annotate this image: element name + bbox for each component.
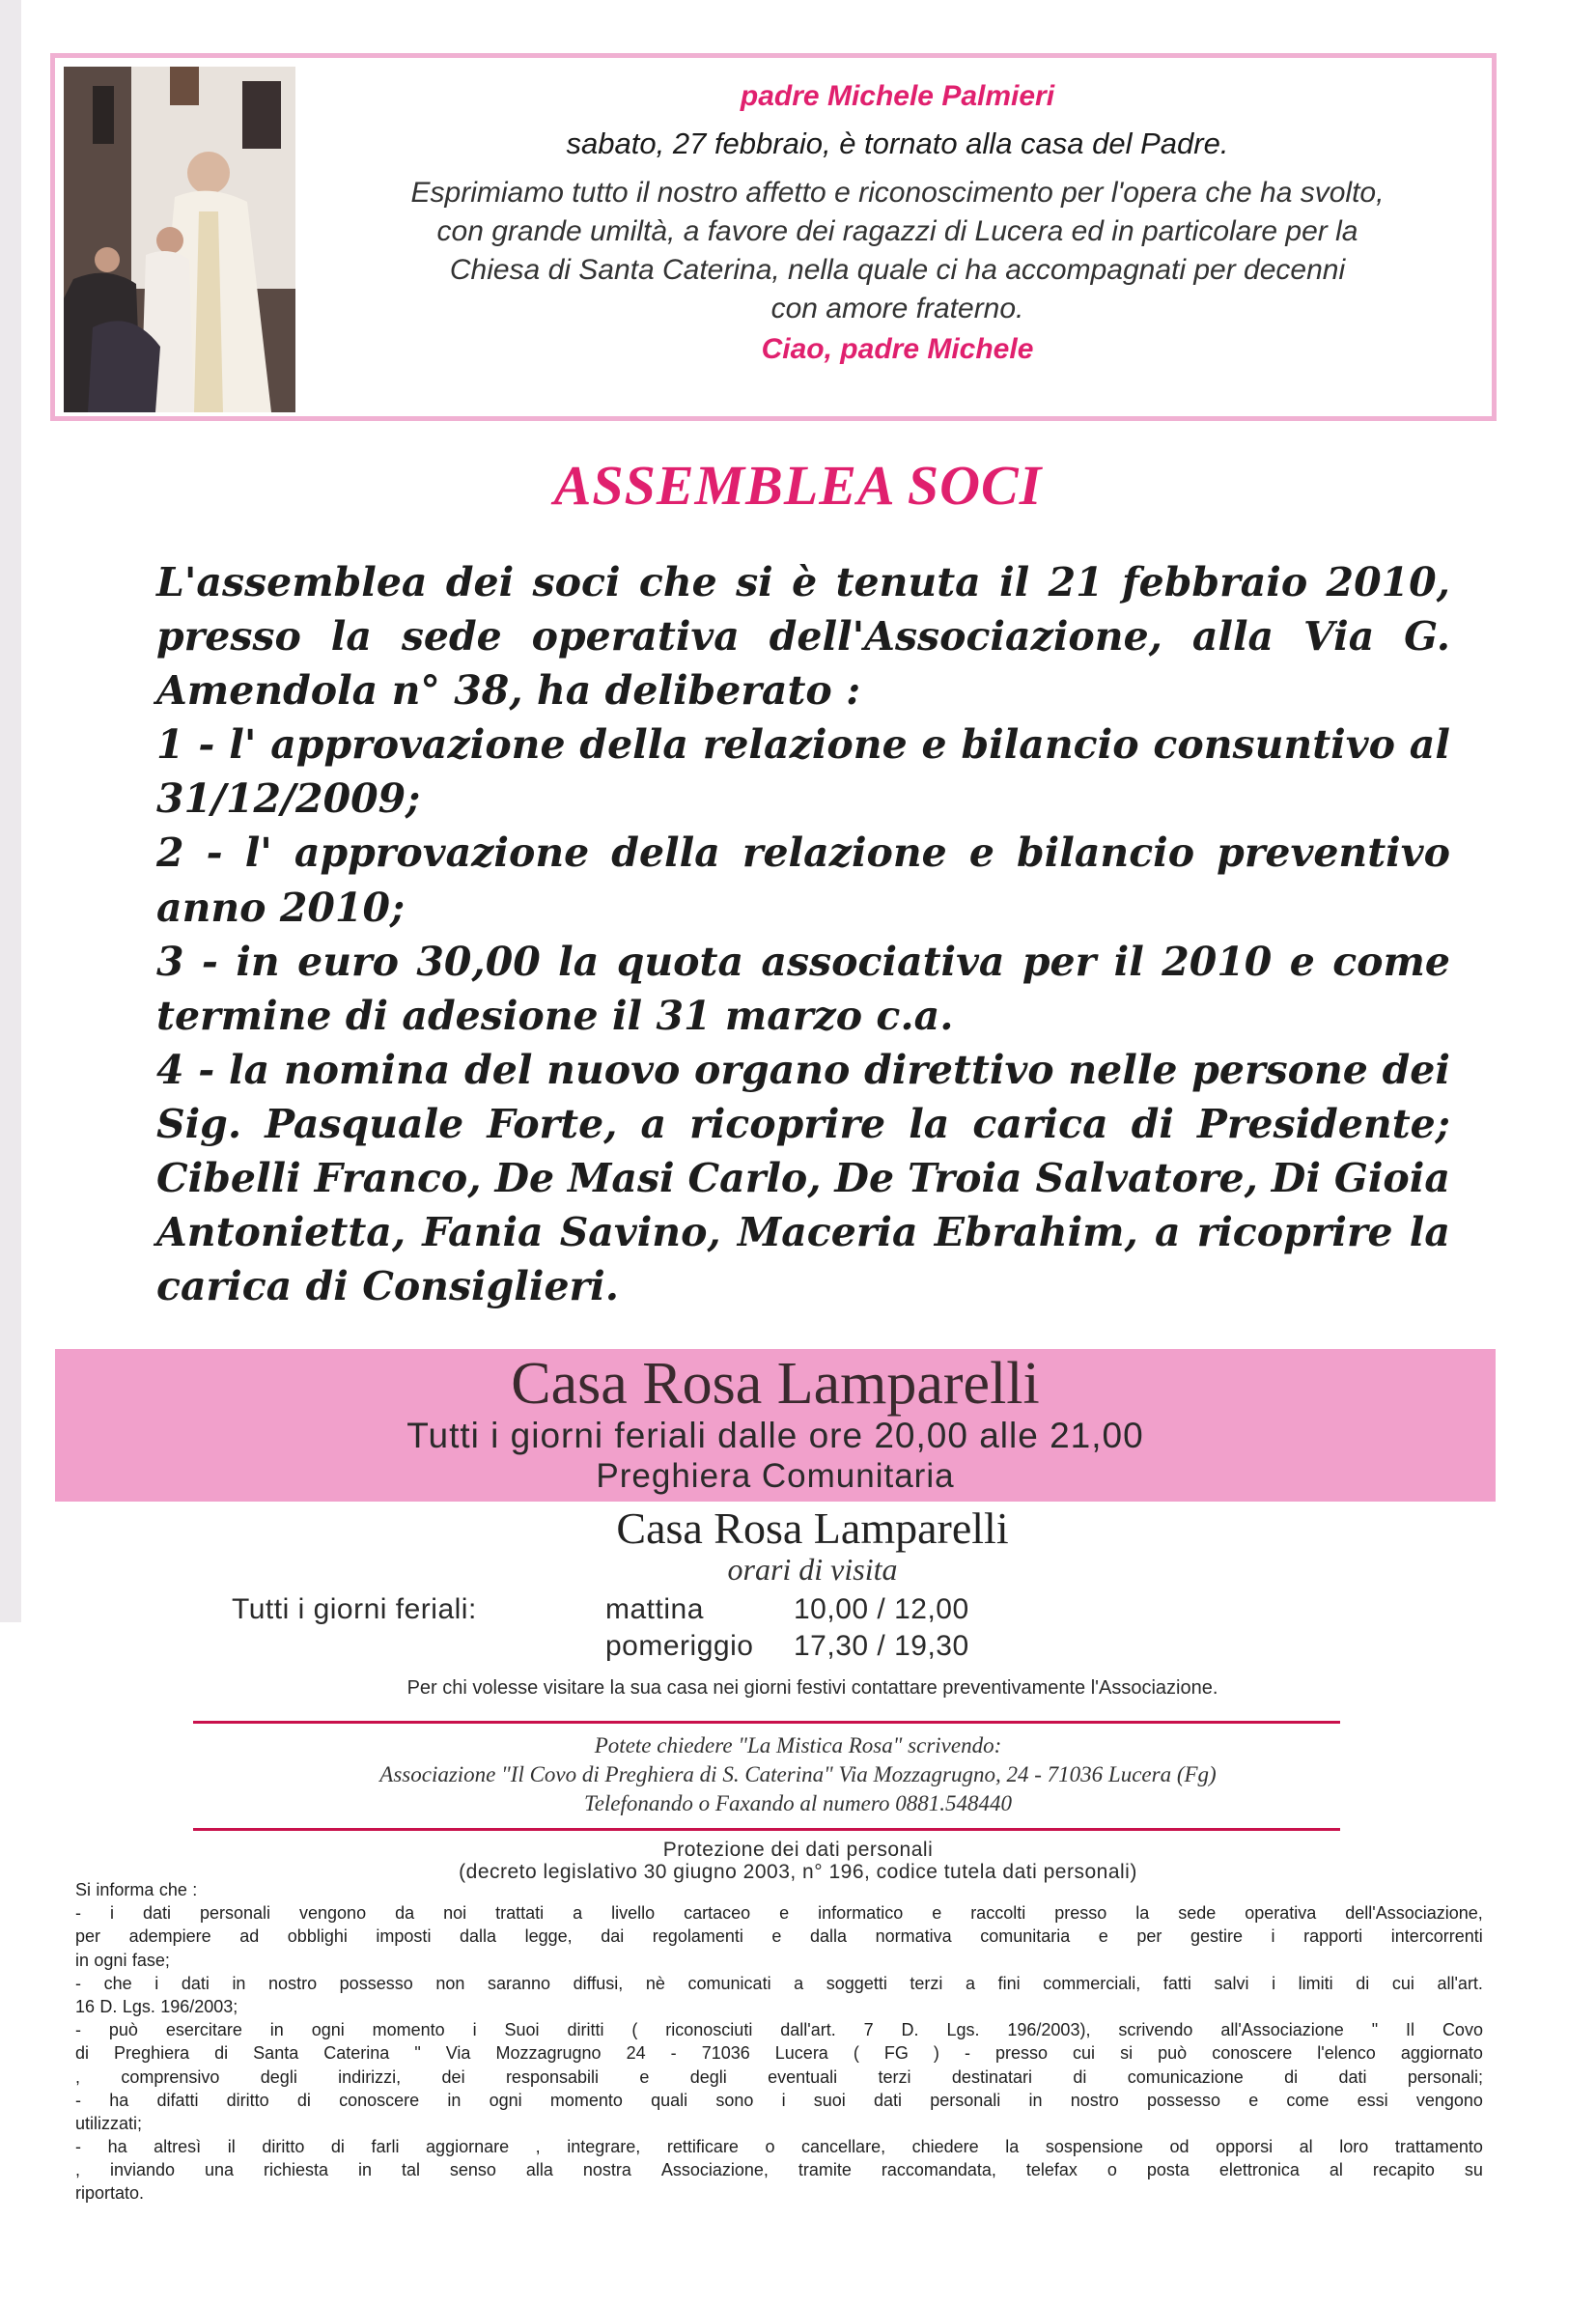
memorial-body-line: con grande umiltà, a favore dei ragazzi di Lucera ed in particolare per la <box>436 215 1358 247</box>
memorial-farewell: Ciao, padre Michele <box>761 333 1034 365</box>
privacy-line: riportato. <box>75 2183 145 2204</box>
assembly-line: 2 - l' approvazione della relazione e bilancio preventivo <box>156 829 1450 877</box>
privacy-line: - ha difatti diritto di conoscere in ogni momento quali sono i suoi dati personali in nostro possesso e come essi vengono <box>75 2090 1483 2110</box>
privacy-line: di Preghiera di Santa Caterina " Via Mozzagrugno 24 - 71036 Lucera ( FG ) - presso cui si può conoscere l'elenco aggiornato <box>75 2043 1483 2064</box>
assembly-line: Cibelli Franco, De Masi Carlo, De Troia Salvatore, Di Gioia <box>156 1155 1450 1202</box>
visits-days-label: Tutti i giorni feriali: <box>232 1593 477 1625</box>
privacy-line: - i dati personali vengono da noi trattati a livello cartaceo e informatico e raccolti presso la sede operativa dell'Associazione, <box>75 1903 1483 1924</box>
assembly-line: 1 - l' approvazione della relazione e bilancio consuntivo al <box>156 721 1450 769</box>
visit-slot-time: 10,00 / 12,00 <box>794 1593 969 1625</box>
assembly-line: L'assemblea dei soci che si è tenuta il 21 febbraio 2010, <box>156 559 1450 605</box>
assembly-line: 4 - la nomina del nuovo organo direttivo nelle persone dei <box>156 1046 1450 1093</box>
request-line: Potete chiedere "La Mistica Rosa" scrivendo: <box>594 1733 1002 1757</box>
memorial-name: padre Michele Palmieri <box>740 80 1055 112</box>
prayer-band-title: Casa Rosa Lamparelli <box>511 1351 1040 1417</box>
memorial-box <box>50 53 1497 421</box>
memorial-body-line: Chiesa di Santa Caterina, nella quale ci ha accompagnati per decenni <box>449 254 1346 286</box>
visit-slot-label: mattina <box>605 1593 704 1625</box>
memorial-body <box>311 174 1484 328</box>
privacy-line: in ogni fase; <box>75 1950 170 1970</box>
privacy-line: , inviando una richiesta in tal senso alla nostra Associazione, tramite raccomandata, telefax o posta elettronica al recapito su <box>75 2160 1483 2180</box>
privacy-line: per adempiere ad obblighi imposti dalla legge, dai regolamenti e dalla normativa comunitaria e per gestire i rapporti intercorrenti <box>75 1926 1483 1947</box>
divider <box>193 1828 1340 1831</box>
memorial-body-line: Esprimiamo tutto il nostro affetto e riconoscimento per l'opera che ha svolto, <box>410 177 1385 209</box>
privacy-heading: Protezione dei dati personali <box>662 1839 934 1861</box>
visit-slot-label: pomeriggio <box>605 1630 754 1662</box>
prayer-band <box>55 1349 1496 1502</box>
assembly-line: carica di Consiglieri. <box>156 1263 619 1310</box>
privacy-line: utilizzati; <box>75 2113 143 2133</box>
privacy-subheading: (decreto legislativo 30 giugno 2003, n° 196, codice tutela dati personali) <box>459 1861 1137 1883</box>
prayer-activity: Preghiera Comunitaria <box>596 1457 955 1495</box>
visits-subtitle: orari di visita <box>727 1552 898 1587</box>
privacy-line: 16 D. Lgs. 196/2003; <box>75 1996 238 2016</box>
request-address: Associazione "Il Covo di Preghiera di S. Caterina" Via Mozzagrugno, 24 - 71036 Lucera (Fg) <box>379 1762 1217 1786</box>
privacy-line: - può esercitare in ogni momento i Suoi diritti ( riconosciuti dall'art. 7 D. Lgs. 196/2003), scrivendo all'Associazione " Il Covo <box>75 2020 1483 2040</box>
assembly-line: anno 2010; <box>156 884 406 931</box>
prayer-schedule: Tutti i giorni feriali dalle ore 20,00 alle 21,00 <box>406 1416 1144 1455</box>
visits-title: Casa Rosa Lamparelli <box>616 1504 1009 1553</box>
assembly-line: Amendola n° 38, ha deliberato : <box>156 667 861 715</box>
privacy-notice <box>75 1878 1483 2206</box>
divider <box>193 1721 1340 1724</box>
assembly-body <box>156 555 1450 1313</box>
holiday-visit-note: Per chi volesse visitare la sua casa nei giorni festivi contattare preventivamente l'Associazione. <box>406 1677 1218 1699</box>
privacy-line: Si informa che : <box>75 1880 198 1899</box>
assembly-title: ASSEMBLEA SOCI <box>553 454 1043 517</box>
privacy-line: - che i dati in nostro possesso non saranno diffusi, nè comunicati a soggetti terzi a fini commerciali, fatti salvi i limiti di cui all'art. <box>75 1973 1483 1993</box>
privacy-line: - ha altresì il diritto di farli aggiornare , integrare, rettificare o cancellare, chiedere la sospensione od opporsi al loro trattamento <box>75 2137 1483 2157</box>
scan-margin-shade <box>0 0 21 1622</box>
assembly-line: presso la sede operativa dell'Associazione, alla Via G. <box>156 613 1450 661</box>
request-phone: Telefonando o Faxando al numero 0881.548440 <box>584 1791 1012 1815</box>
memorial-date-line: sabato, 27 febbraio, è tornato alla casa del Padre. <box>566 126 1229 160</box>
priest-photo-illustration <box>64 67 295 412</box>
assembly-line: termine di adesione il 31 marzo c.a. <box>156 992 954 1039</box>
assembly-line: 3 - in euro 30,00 la quota associativa per il 2010 e come <box>156 938 1450 985</box>
privacy-line: , comprensivo degli indirizzi, dei responsabili e degli eventuali terzi destinatari di comunicazione di dati personali; <box>75 2066 1483 2087</box>
visit-slot-time: 17,30 / 19,30 <box>794 1630 969 1662</box>
assembly-line: 31/12/2009; <box>156 775 421 823</box>
memorial-body-line: con amore fraterno. <box>770 293 1024 324</box>
assembly-line: Sig. Pasquale Forte, a ricoprire la carica di Presidente; <box>156 1100 1450 1147</box>
assembly-line: Antonietta, Fania Savino, Maceria Ebrahim, a ricoprire la <box>156 1209 1450 1256</box>
priest-photo <box>64 67 295 412</box>
